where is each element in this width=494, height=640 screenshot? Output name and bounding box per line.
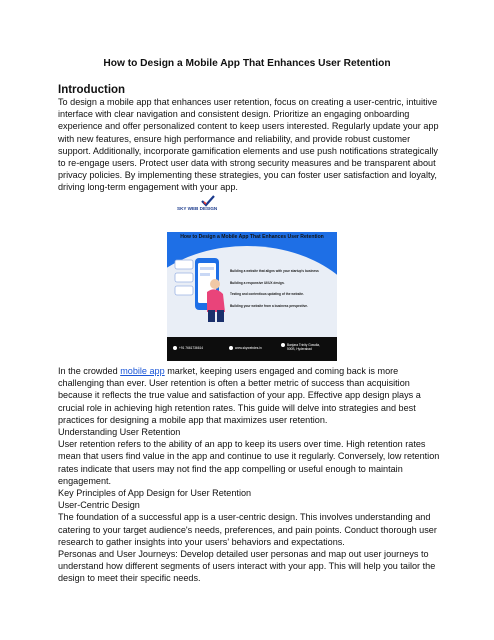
banner-address-line1: Banjara Trinity Gowdia, bbox=[287, 343, 320, 347]
introduction-heading: Introduction bbox=[58, 84, 126, 96]
banner-title: How to Design a Mobile App That Enhances User Retention bbox=[180, 234, 324, 240]
phone-icon bbox=[173, 346, 177, 350]
banner-bullet: Testing and contentious updating of the website. bbox=[230, 292, 304, 297]
intro-line: with new features, ensure high performance and reliability, and provide robust customer bbox=[58, 133, 411, 144]
body-line: engagement. bbox=[58, 475, 112, 486]
introduction-paragraph bbox=[58, 96, 438, 194]
intro-line: to re-engage users. Protect user data with strong security measures and be transparent about bbox=[58, 158, 436, 169]
section-heading-key-principles: Key Principles of App Design for User Retention bbox=[58, 488, 252, 499]
body-paragraphs bbox=[58, 365, 438, 585]
body-line: crucial role in achieving high retention rates. This guide will delve into strategies and best bbox=[58, 402, 416, 413]
banner-website bbox=[229, 346, 262, 350]
banner-footer bbox=[167, 337, 337, 361]
banner-bullet: Building a website that aligns with your startup's business bbox=[230, 269, 319, 273]
mobile-app-link[interactable]: mobile app bbox=[120, 366, 165, 376]
banner-website-text: www.skywebdes.in bbox=[235, 346, 262, 350]
body-line: The foundation of a successful app is a user-centric design. This involves understanding and bbox=[58, 512, 431, 523]
body-line: challenging than ever. User retention is often a better metric of success than acquisition bbox=[58, 378, 410, 389]
globe-icon bbox=[229, 346, 233, 350]
intro-line: interface with clear navigation and consistent design. Prioritize an engaging onboarding bbox=[58, 109, 410, 120]
body-line: research to gather insights into your users' behaviors and expectations. bbox=[58, 536, 345, 547]
intro-line: support. Additionally, incorporate gamification elements and use push notifications strategically bbox=[58, 145, 438, 156]
body-text: market, keeping users engaged and coming back is more bbox=[164, 366, 399, 376]
banner-address-line2: 500B, Hyderabad bbox=[287, 347, 312, 352]
body-line bbox=[58, 365, 438, 377]
banner-bullet-list bbox=[230, 269, 334, 315]
banner-bullet: Building your website from a business perspective. bbox=[230, 303, 308, 308]
banner-logo-text: SKY WEB DESIGN bbox=[177, 206, 218, 211]
banner-address bbox=[281, 343, 320, 351]
section-heading-user-centric: User-Centric Design bbox=[58, 500, 140, 511]
intro-line: To design a mobile app that enhances user retention, focus on creating a user-centric, intuitive bbox=[58, 97, 438, 107]
article-banner-image bbox=[167, 192, 337, 361]
body-text: In the crowded bbox=[58, 366, 121, 376]
body-line: mean that users find value in the app and continue to use it regularly. Conversely, low retention bbox=[58, 451, 440, 462]
banner-phone-text: +91 7661736614 bbox=[179, 346, 204, 350]
intro-line: driving long-term engagement with your app. bbox=[58, 182, 238, 193]
body-line: because it reflects the true value and satisfaction of your app. Effective app design plays a bbox=[58, 390, 421, 401]
phone-illustration-icon bbox=[171, 254, 235, 324]
body-line: rates indicate that users may not find the app compelling or useful enough to maintain bbox=[58, 463, 403, 474]
banner-phone bbox=[173, 346, 203, 350]
body-line: Personas and User Journeys: Develop detailed user personas and map out user journeys to bbox=[58, 549, 429, 560]
body-line: practices for designing a mobile app that maximizes user retention. bbox=[58, 414, 328, 425]
body-line: User retention refers to the ability of an app to keep its users over time. High retention rates bbox=[58, 439, 426, 450]
location-pin-icon bbox=[281, 343, 285, 347]
section-heading-understanding-retention: Understanding User Retention bbox=[58, 427, 181, 438]
document-title: How to Design a Mobile App That Enhances User Retention bbox=[103, 58, 391, 69]
intro-line: experience and offer personalized content to keep users interested. Regularly update your app bbox=[58, 121, 439, 132]
banner-header bbox=[167, 192, 337, 232]
body-line: understand how different segments of users interact with your app. This will help you tailor the bbox=[58, 561, 436, 572]
intro-line: privacy policies. By implementing these strategies, you can foster user satisfaction and loyalty, bbox=[58, 170, 437, 181]
banner-bullet: Building a responsive UI/UX design. bbox=[230, 280, 285, 285]
body-line: design to meet their specific needs. bbox=[58, 573, 201, 584]
body-line: catering to your target audience's needs, preferences, and pain points. Conduct thorough user bbox=[58, 524, 437, 535]
